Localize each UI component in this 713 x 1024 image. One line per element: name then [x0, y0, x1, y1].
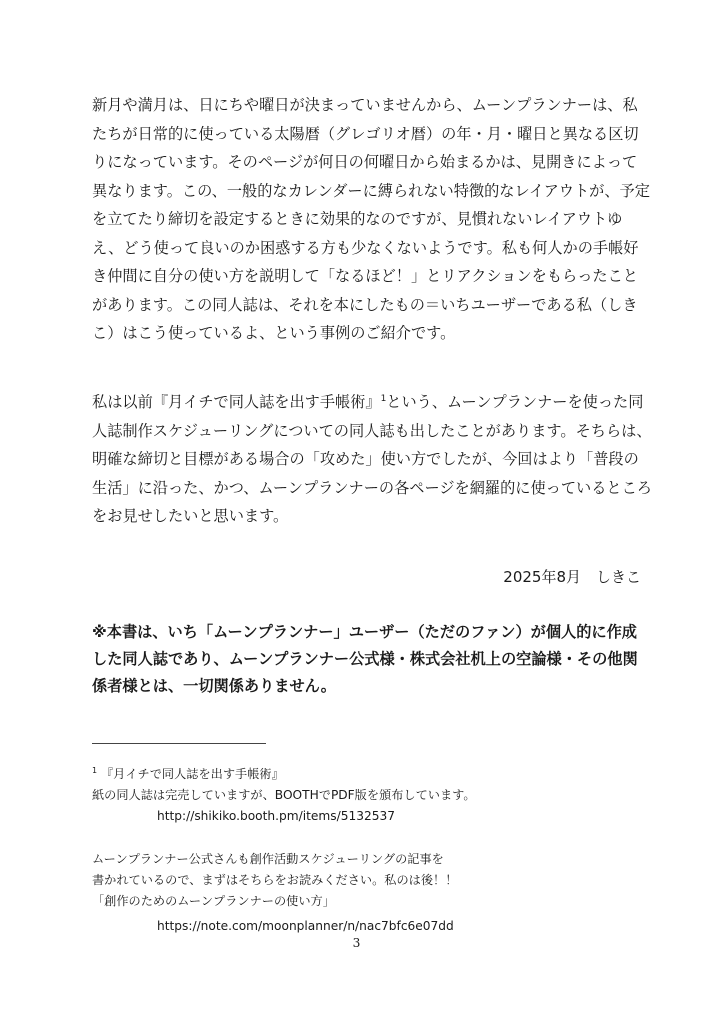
footnote-note-line-2: 書かれているので、まずはそちらをお読みください。私のは後！！: [92, 873, 458, 887]
history-paragraph-text-start: 私は以前『月イチで同人誌を出す手帳術』: [92, 393, 381, 411]
footnote-1-title-text: 『月イチで同人誌を出す手帳術』: [100, 767, 284, 781]
footnote-note-line-1: ムーンプランナー公式さんも創作活動スケジューリングの記事を: [92, 852, 444, 866]
footnote-note-url-link[interactable]: https://note.com/moonplanner/n/nac7bfc6e07dd: [157, 919, 454, 933]
intro-paragraph: [92, 91, 652, 348]
footnote-note-line-3: 「創作のためのムーンプランナーの使い方」: [92, 894, 335, 908]
footnote-1-description: 紙の同人誌は完売していますが、BOOTHでPDF版を頒布しています。: [92, 788, 476, 802]
footnote-divider: [92, 743, 266, 744]
disclaimer-text: ※本書は、いち「ムーンプランナー」ユーザー（ただのファン）が個人的に作成した同人誌であり、ムーンプランナー公式様・株式会社机上の空論様・その他関係者様とは、一切関係ありません。: [92, 623, 638, 695]
signature: 2025年8月 しきこ: [503, 568, 641, 586]
intro-paragraph-text: 新月や満月は、日にちや曜日が決まっていませんから、ムーンプランナーは、私たちが日常的に使っている太陽暦（グレゴリオ暦）の年・月・曜日と異なる区切りになっています。そのページが何日の何曜日から始まるかは、見開きによって異なります。この、一般的なカレンダーに縛られない特徴的なレイアウトが、予定を立てたり締切を設定するときに効果的なのですが、見慣れないレイアウトゆえ、どう使って良いのか困惑する方も少なくないようです。私も何人かの手帳好き仲間に自分の使い方を説明して「なるほど！」とリアクションをもらったことがあります。この同人誌は、それを本にしたもの＝いちユーザーである私（しきこ）はこう使っているよ、という事例のご紹介です。: [92, 96, 650, 342]
history-paragraph-text-end: という、ムーンプランナーを使った同人誌制作スケジューリングについての同人誌も出したことがあります。そちらは、明確な締切と目標がある場合の「攻めた」使い方でしたが、今回はより「普段の生活」に沿った、かつ、ムーンプランナーの各ページを網羅的に使っているところをお見せしたいと思います。: [92, 393, 652, 525]
page-number: 3: [352, 936, 361, 950]
footnote-mark: 1: [92, 765, 98, 775]
footnote-1-title: [92, 765, 284, 784]
footnote-reference[interactable]: 1: [380, 393, 387, 404]
footnote-1-url-link[interactable]: http://shikiko.booth.pm/items/5132537: [157, 809, 395, 823]
history-paragraph: [92, 388, 652, 531]
disclaimer-notice: [92, 619, 652, 700]
